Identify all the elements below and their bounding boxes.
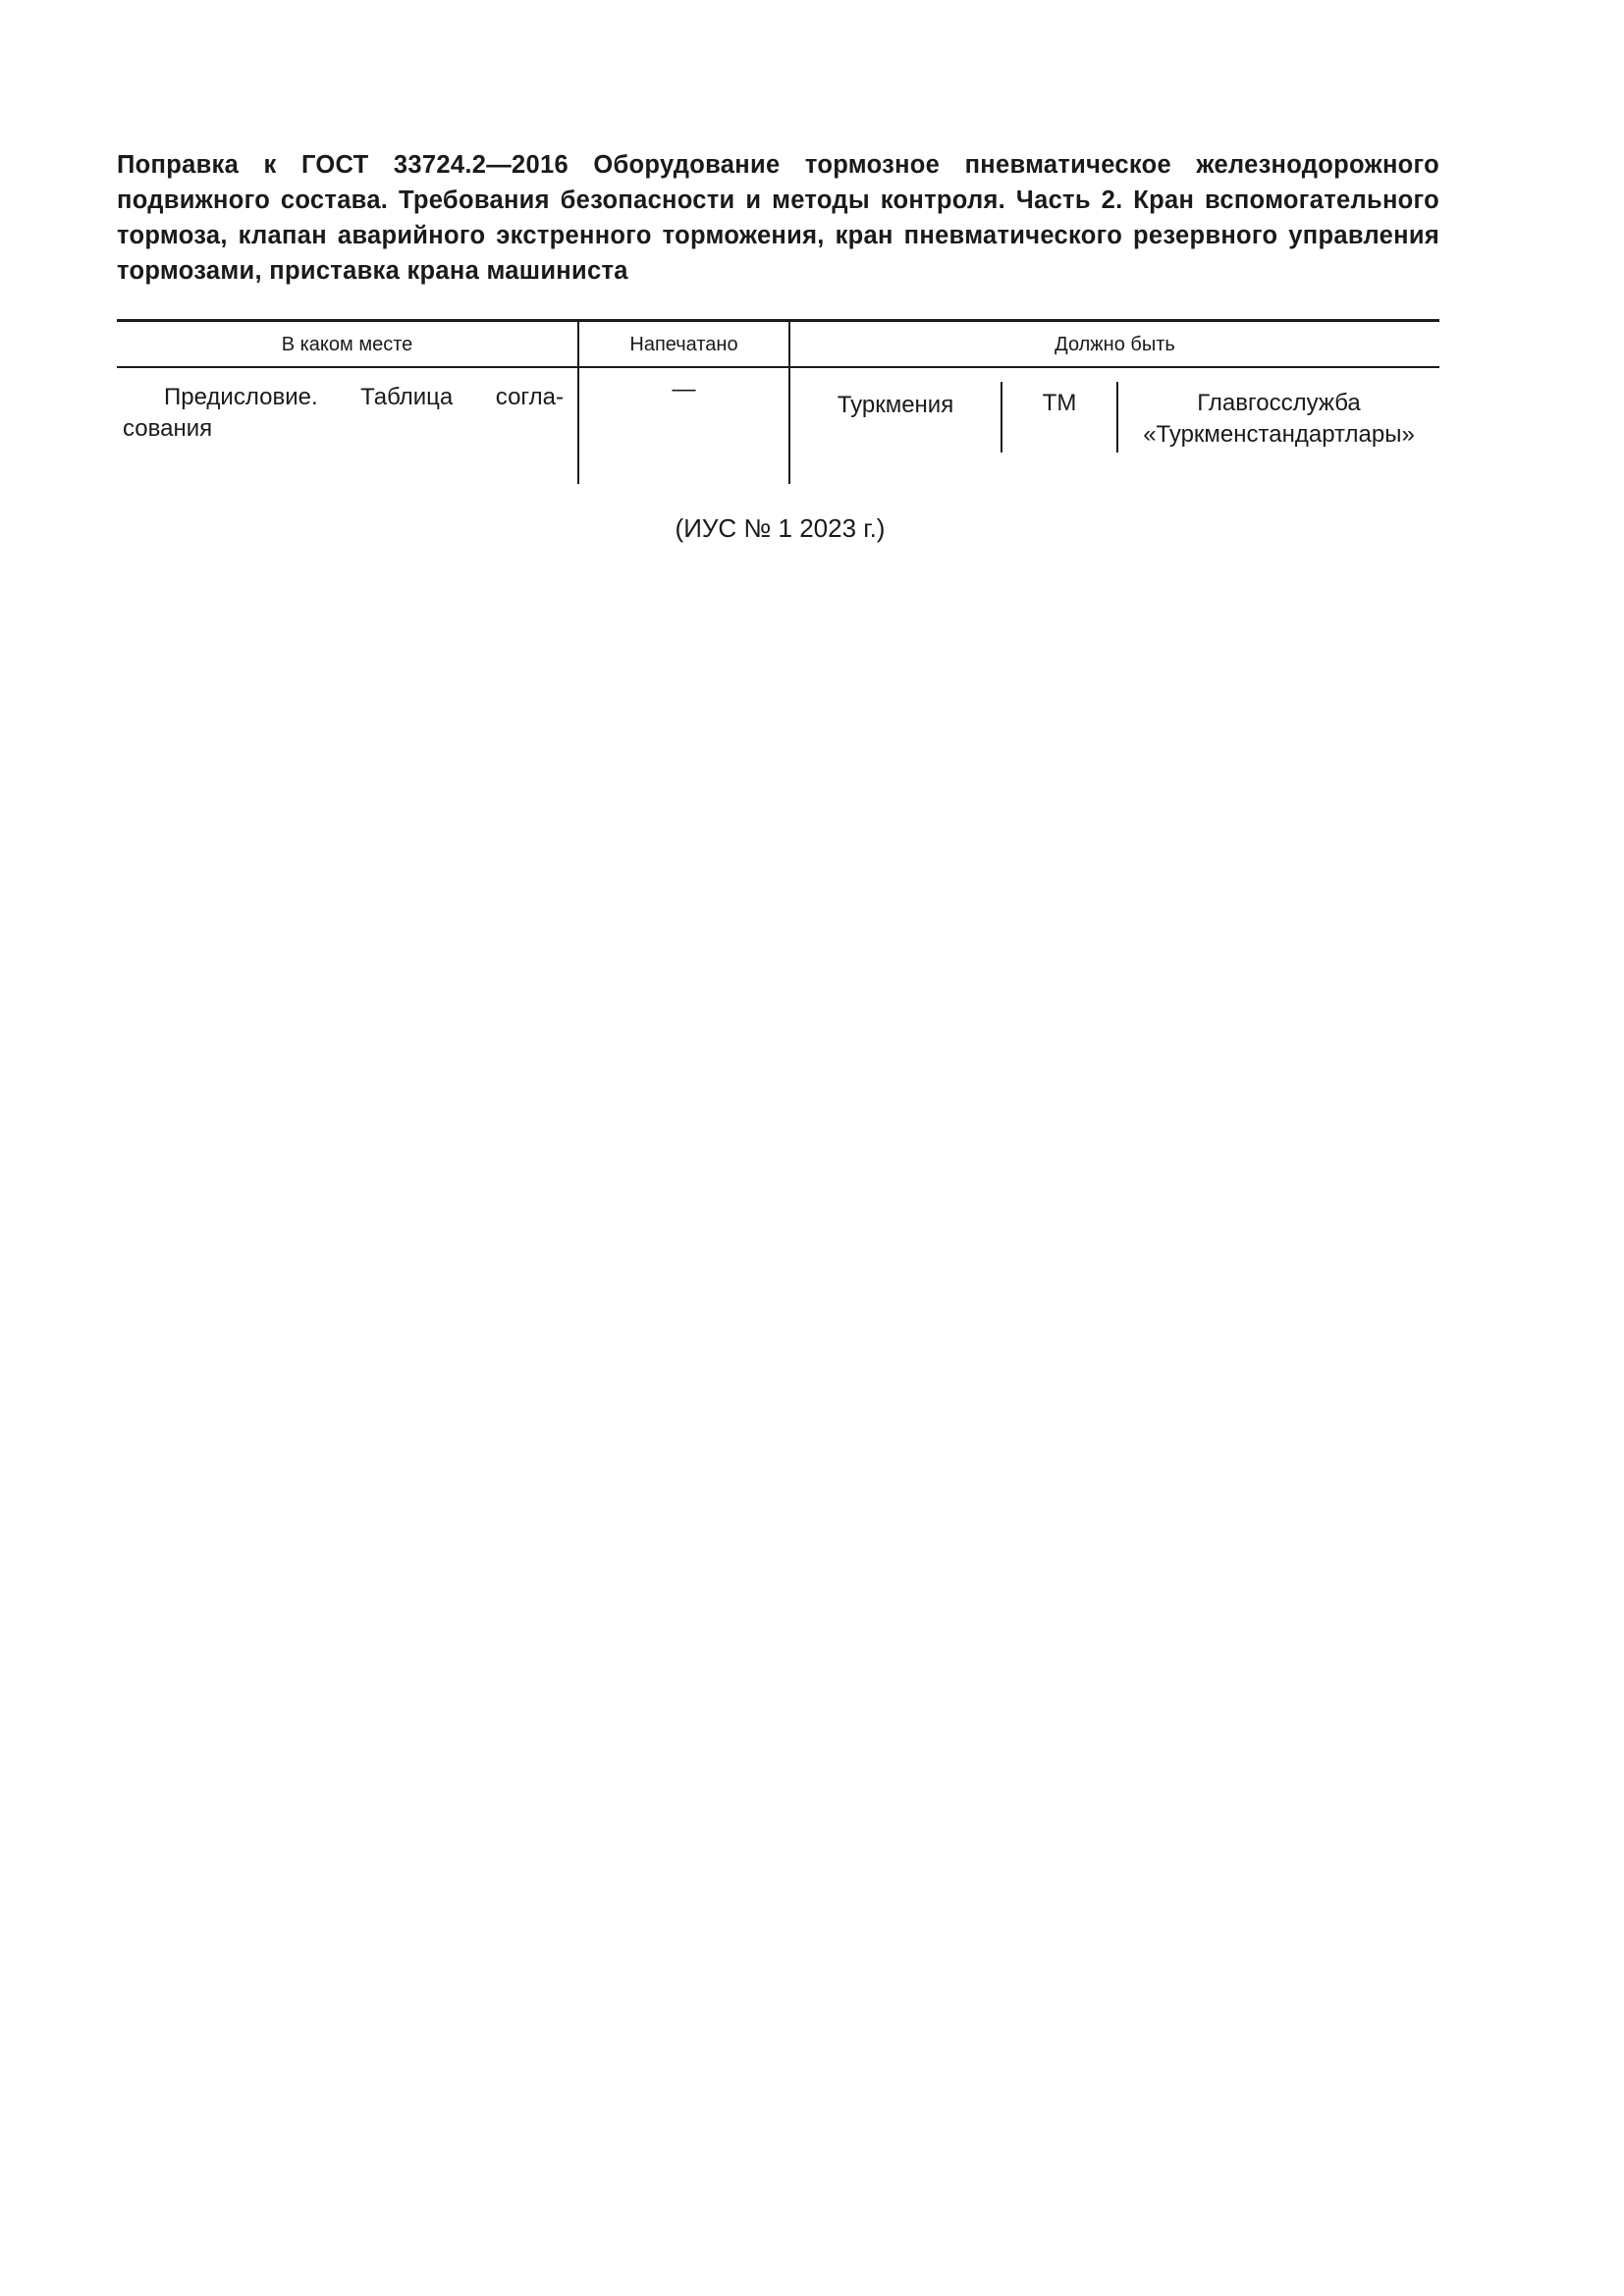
cell-place: Предисловие. Таблица согласования bbox=[117, 367, 578, 484]
header-printed: Напечатано bbox=[578, 321, 789, 368]
document-page bbox=[117, 147, 1439, 544]
organization-line-2: «Туркменстандартлары» bbox=[1143, 421, 1415, 448]
should-be-organization bbox=[1118, 382, 1439, 453]
header-should-be: Должно быть bbox=[789, 321, 1439, 368]
cell-printed: — bbox=[578, 367, 789, 484]
document-title: Поправка к ГОСТ 33724.2—2016 Оборудование тормозное пневматическое железнодорожного подвижного состава. Требования безопасности и методы контроля. Часть 2. Кран вспомогательного тормоза, клапан аварийного экстренного торможения, кран пневматического резервного управления тормозами, приставка крана машиниста bbox=[117, 151, 1439, 285]
should-be-code: ТМ bbox=[1002, 382, 1118, 453]
header-place: В каком месте bbox=[117, 321, 578, 368]
should-be-group bbox=[790, 368, 1439, 453]
table-header-row bbox=[117, 321, 1439, 368]
issue-reference: (ИУС № 1 2023 г.) bbox=[675, 513, 886, 543]
organization-line-1: Главгосслужба bbox=[1197, 390, 1361, 416]
table-row bbox=[117, 367, 1439, 484]
correction-table bbox=[117, 319, 1439, 484]
should-be-country: Туркмения bbox=[790, 382, 1002, 453]
cell-should-be bbox=[789, 367, 1439, 484]
